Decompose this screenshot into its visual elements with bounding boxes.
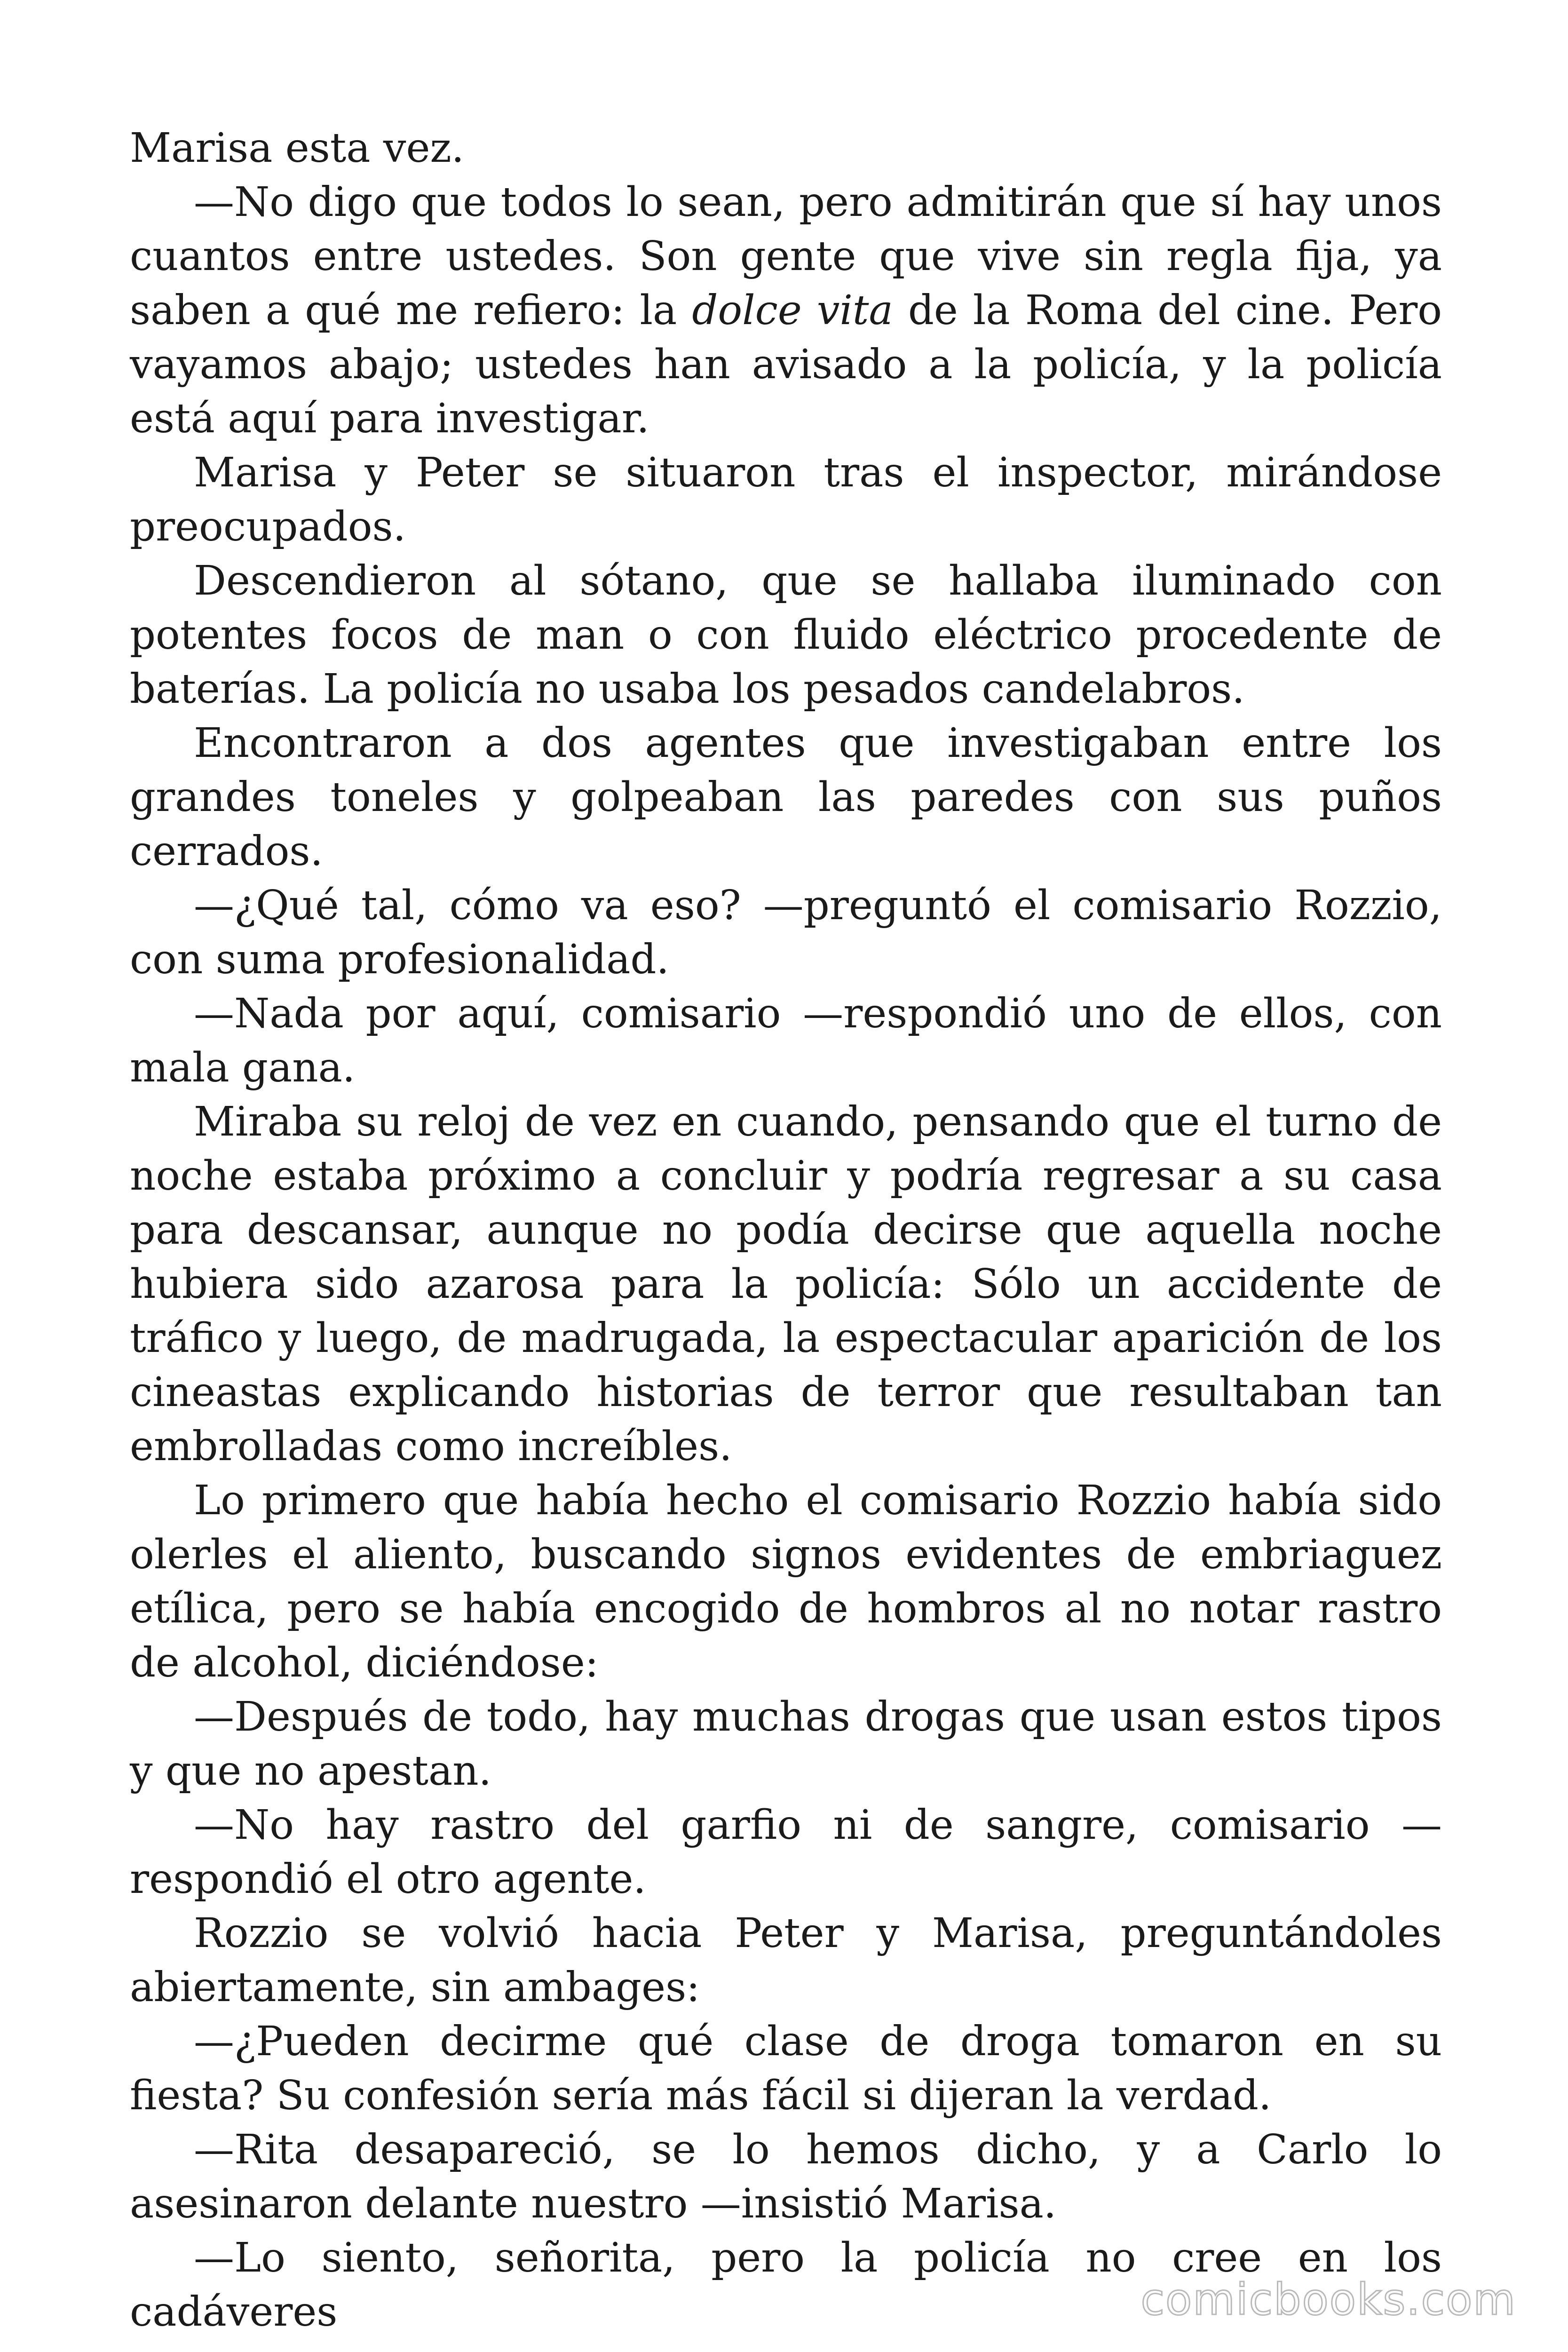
paragraph: Lo primero que había hecho el comisario Rozzio había sido olerles el aliento, buscando signos evidentes de embriaguez etílica, pero se había encogido de hombros al no notar rastro de alcohol, diciéndose: — [130, 1477, 1442, 1686]
paragraph: —Nada por aquí, comisario —respondió uno de ellos, con mala gana. — [130, 990, 1442, 1091]
paragraph: Rozzio se volvió hacia Peter y Marisa, preguntándoles abiertamente, sin ambages: — [130, 1910, 1442, 2011]
watermark: comicbooks.com — [1140, 2274, 1516, 2325]
paragraph: —¿Pueden decirme qué clase de droga tomaron en su fiesta? Su confesión sería más fácil si dijeran la verdad. — [130, 2018, 1442, 2119]
paragraph: Encontraron a dos agentes que investigaban entre los grandes toneles y golpeaban las paredes con sus puños cerrados. — [130, 720, 1442, 875]
paragraph: —Después de todo, hay muchas drogas que usan estos tipos y que no apestan. — [130, 1693, 1442, 1795]
paragraph-text: —No digo que todos lo sean, pero admitirán que sí hay unos cuantos entre ustedes. Son gente que vive sin regla fija, ya saben a qué me refiero: la — [130, 179, 1442, 334]
page-body — [130, 121, 1442, 2339]
italic-phrase: dolce vita — [692, 287, 893, 334]
paragraph — [130, 175, 1442, 446]
paragraph: —Rita desapareció, se lo hemos dicho, y a Carlo lo asesinaron delante nuestro —insistió Marisa. — [130, 2126, 1442, 2227]
paragraph: —No hay rastro del garfio ni de sangre, comisario —respondió el otro agente. — [130, 1802, 1442, 1903]
paragraph: —Lo siento, señorita, pero la policía no cree en los cadáveres — [130, 2234, 1442, 2336]
paragraph: —¿Qué tal, cómo va eso? —preguntó el comisario Rozzio, con suma profesionalidad. — [130, 882, 1442, 983]
paragraph-text: de la Roma del cine. Pero vayamos abajo; ustedes han avisado a la policía, y la policía está aquí para investigar. — [130, 287, 1442, 442]
paragraph: Miraba su reloj de vez en cuando, pensando que el turno de noche estaba próximo a concluir y podría regresar a su casa para descansar, aunque no podía decirse que aquella noche hubiera sido azarosa para la policía: Sólo un accidente de tráfico y luego, de madrugada, la espectacular aparición de los cineastas explicando historias de terror que resultaban tan embrolladas como increíbles. — [130, 1098, 1442, 1470]
paragraph: Marisa y Peter se situaron tras el inspector, mirándose preocupados. — [130, 449, 1442, 550]
paragraph: Descendieron al sótano, que se hallaba iluminado con potentes focos de man o con fluido eléctrico procedente de baterías. La policía no usaba los pesados candelabros. — [130, 557, 1442, 713]
paragraph: Marisa esta vez. — [130, 125, 465, 172]
